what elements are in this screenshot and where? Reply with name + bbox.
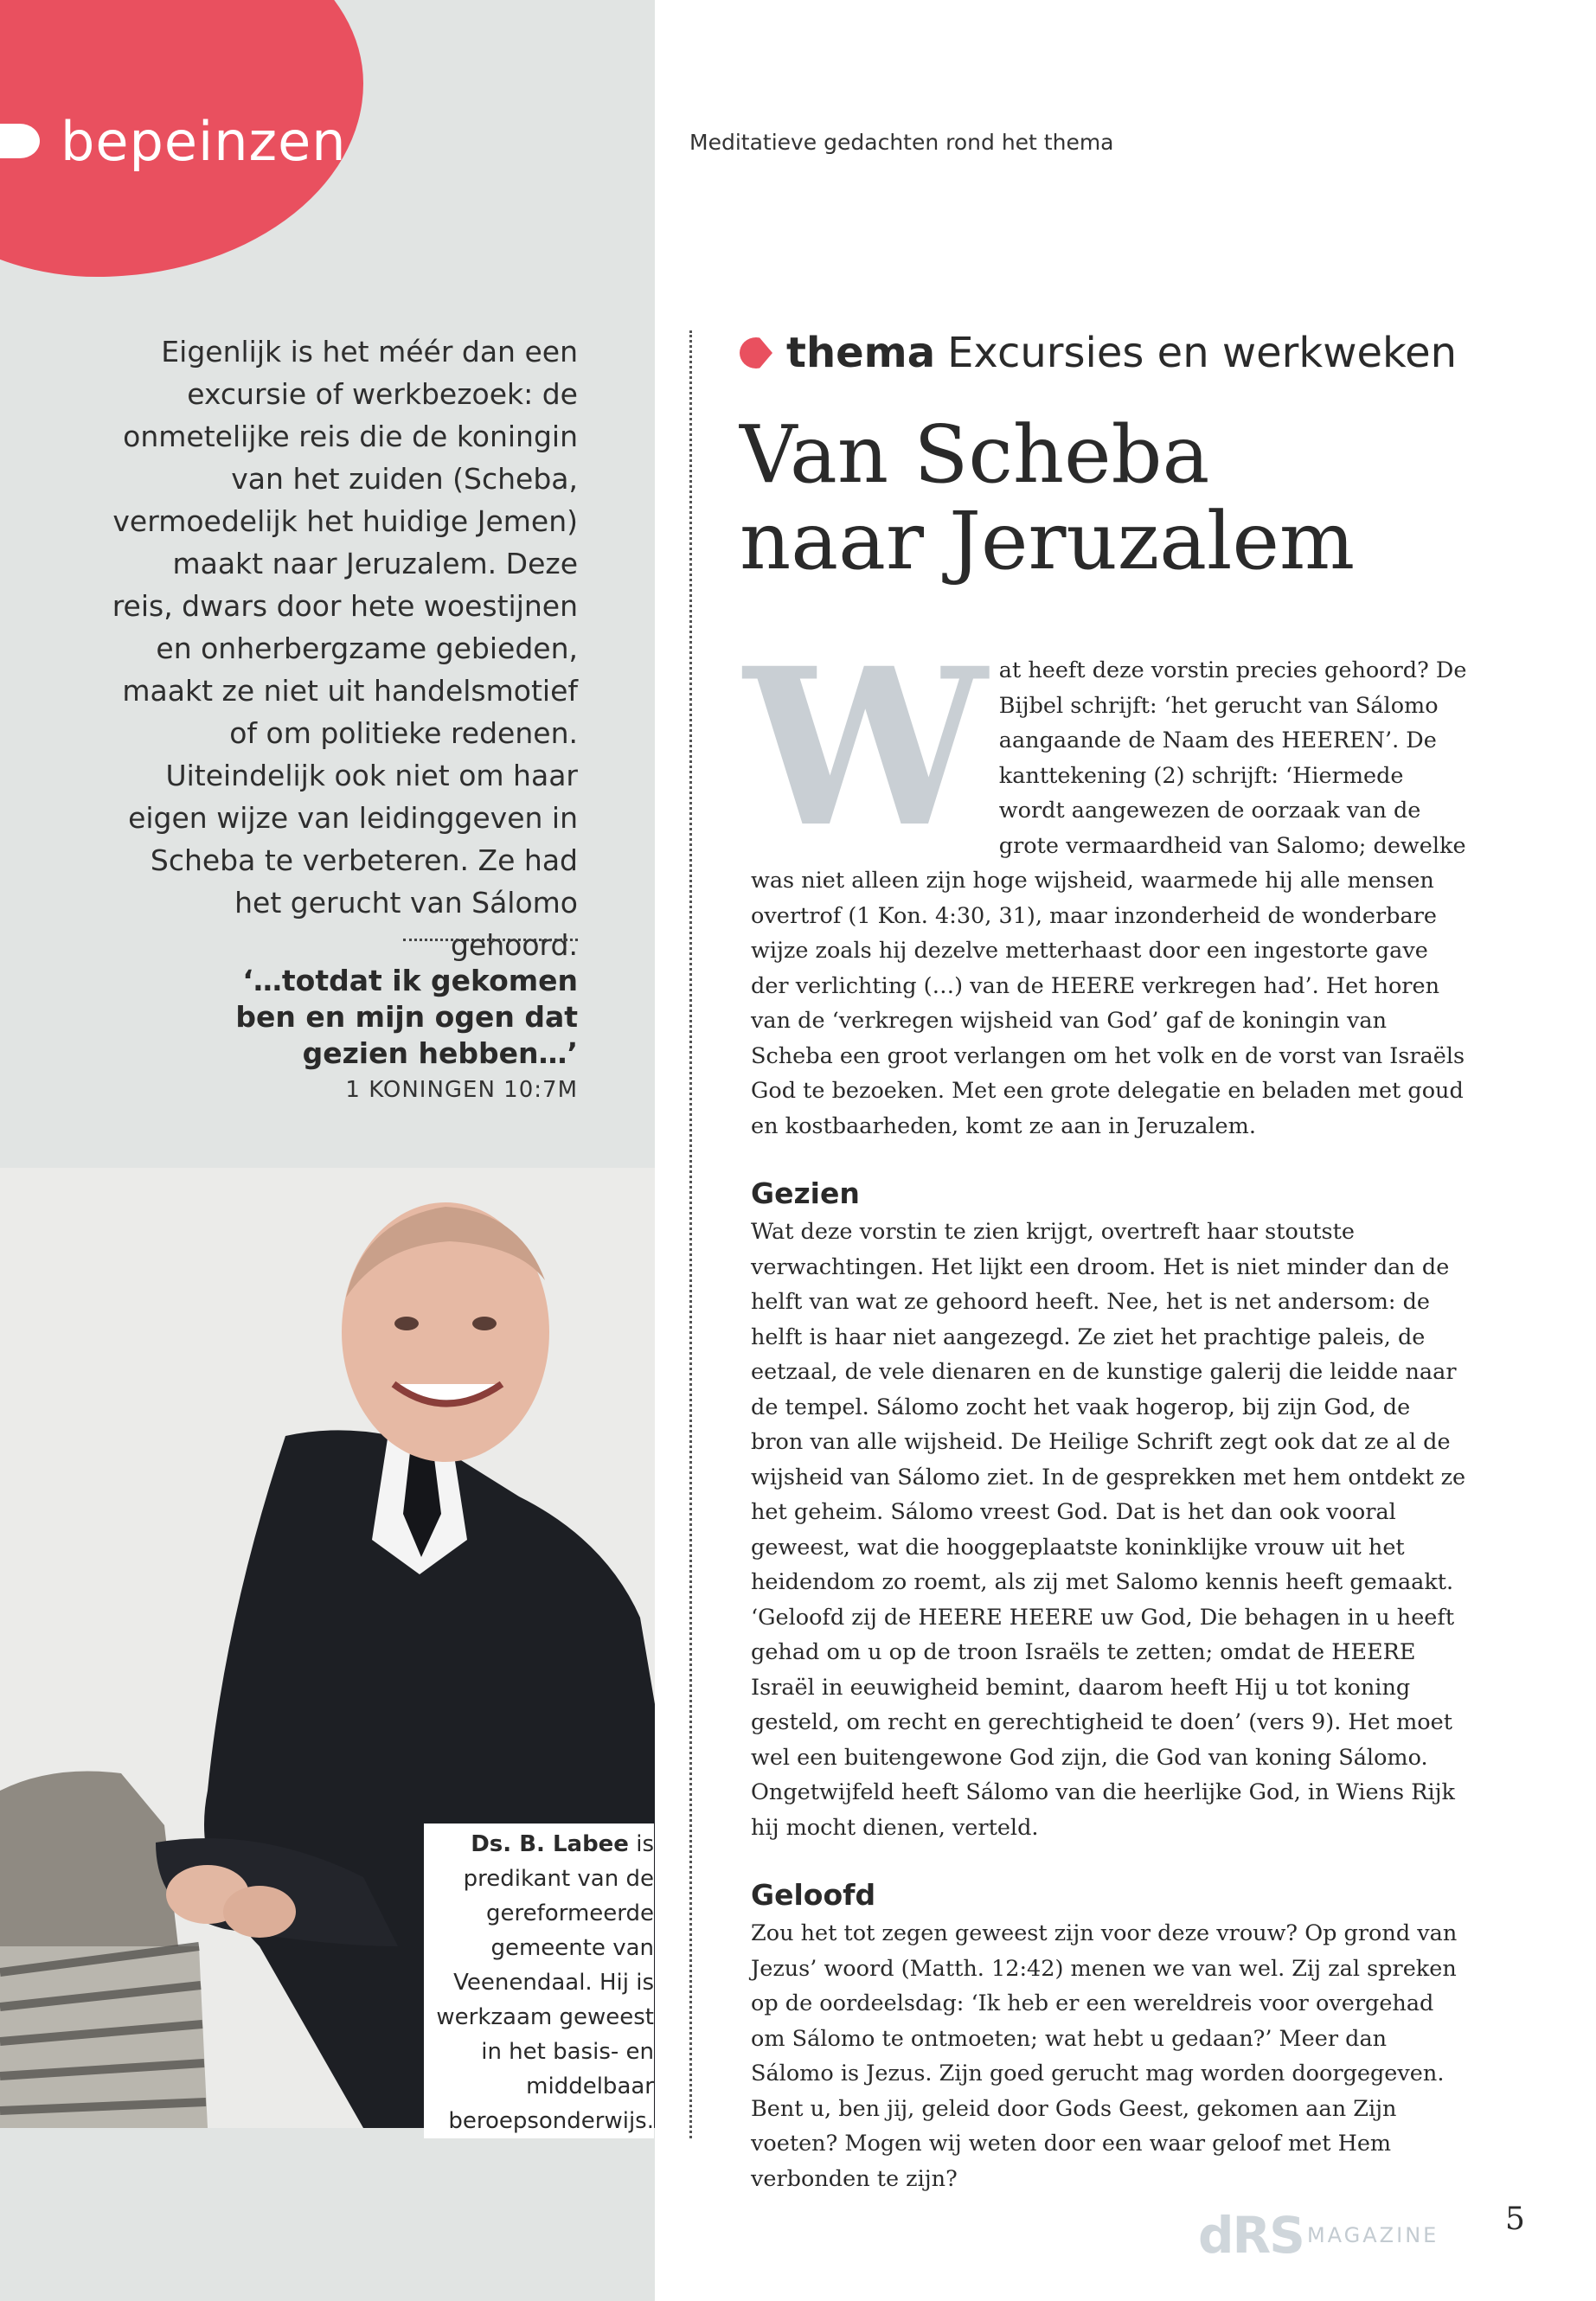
- theme-topic: Excursies en werkweken: [947, 329, 1458, 377]
- column-divider: [689, 330, 692, 2138]
- pull-quote: [208, 963, 578, 1103]
- article-body: [744, 620, 1469, 2196]
- logo-main: dRS: [1198, 2206, 1304, 2265]
- quote-reference: 1 KONINGEN 10:7M: [345, 1077, 578, 1103]
- section-tag: [0, 111, 347, 171]
- theme-label: thema: [786, 329, 936, 377]
- sidebar: [0, 0, 655, 2301]
- magazine-logo: [1198, 2206, 1439, 2265]
- author-bio: [424, 1823, 654, 2138]
- lead-paragraph: at heeft deze vorstin precies gehoord? De Bijbel schrijft: ‘het gerucht van Sálomo aangaande de Naam des HEEREN’. De kanttekening (2) schrijft: ‘Hiermede wordt aangewezen de oorzaak van de grote vermaardheid van Salomo; dewelke was niet alleen zijn hoge wijsheid, waarmede hij alle mensen overtrof (1 Kon. 4:30, 31), maar inzonderheid de wonderbare wijze zoals hij dezelve metterhaast door een ingestorte gave der verlichting (…) van de HEERE verkregen had’. Het horen van de ‘verkregen wijsheid van God’ gaf de koningin van Scheba een groot verlangen om het volk en de vorst van Israëls God te bezoeken. Met een grote delegatie en beladen met goud en kostbaarheden, komt ze aan in Jeruzalem.: [751, 657, 1467, 1139]
- paragraph-gezien: Wat deze vorstin te zien krijgt, overtreft haar stoutste verwachtingen. Het lijkt een droom. Het is niet minder dan de helft van wat ze gehoord heeft. Nee, het is net andersom: de helft is haar niet aangezegd. Ze ziet het prachtige paleis, de eetzaal, de vele dienaren en de kunstige galerij die leidde naar de tempel. Sálomo zocht het vaak hogerop, bij zijn God, de bron van alle wijsheid. De Heilige Schrift zegt ook dat ze al de wijsheid van Sálomo ziet. In de gesprekken met hem ontdekt ze het geheim. Sálomo vreest God. Dat is het dan ook vooral geweest, wat die hooggeplaatste koninklijke vrouw uit het heidendom zo roemt, als zij met Salomo kennis heeft gemaakt. ‘Geloofd zij de HEERE HEERE uw God, Die behagen in u heeft gehad om u op de troon Israëls te zetten; omdat de HEERE Israël in eeuwigheid bemint, daarom heeft Hij u tot koning gesteld, om recht en gerechtigheid te doen’ (vers 9). Het moet wel een buitengewone God zijn, die God van koning Sálomo. Ongetwijfeld heeft Sálomo van die heerlijke God, in Wiens Rijk hij mocht dienen, verteld.: [751, 1219, 1466, 1841]
- title-line-2: naar Jeruzalem: [740, 495, 1356, 587]
- article-title: [740, 408, 1518, 587]
- section-label: bepeinzen: [61, 109, 347, 173]
- author-name: Ds. B. Labee: [471, 1831, 629, 1857]
- quote-divider: [403, 939, 578, 941]
- subheading-geloofd: Geloofd: [751, 1878, 876, 1912]
- theme-arrow-icon: [740, 337, 772, 369]
- author-description: is predikant van de gereformeerde gemeente van Veenendaal. Hij is werkzaam geweest in het basis- en middelbaar beroepsonderwijs.: [436, 1831, 654, 2134]
- paragraph-geloofd: Zou het tot zegen geweest zijn voor deze vrouw? Op grond van Jezus’ woord (Matth. 12:42) menen we van wel. Zij zal spreken op de oordeelsdag: ‘Ik heb er een wereldreis voor overgehad om Sálomo te ontmoeten; wat hebt u gedaan?’ Meer dan Sálomo is Jezus. Zijn goed gerucht mag worden doorgegeven. Bent u, ben jij, geleid door Gods Geest, gekomen aan Zijn voeten? Mogen wij weten door een waar geloof met Hem verbonden te zijn?: [751, 1920, 1458, 2192]
- header-kicker: Meditatieve gedachten rond het thema: [689, 130, 1114, 155]
- theme-line: [740, 329, 1457, 377]
- drop-cap: W: [744, 620, 987, 875]
- title-line-1: Van Scheba: [740, 408, 1210, 501]
- quote-text: ‘…totdat ik gekomen ben en mijn ogen dat gezien hebben…’: [235, 964, 578, 1070]
- arrow-icon: [0, 124, 40, 158]
- subheading-gezien: Gezien: [751, 1176, 860, 1210]
- intro-text: Eigenlijk is het méér dan een excursie of werkbezoek: de onmetelijke reis die de koningin van het zuiden (Scheba, vermoedelijk het huidige Jemen) maakt naar Jeruzalem. Deze reis, dwars door hete woestijnen en onherbergzame gebieden, maakt ze niet uit handelsmotief of om politieke redenen. Uiteindelijk ook niet om haar eigen wijze van leidinggeven in Scheba te verbeteren. Ze had het gerucht van Sálomo gehoord.: [112, 335, 578, 962]
- logo-sub: MAGAZINE: [1306, 2223, 1439, 2247]
- page-number: 5: [1505, 2202, 1525, 2237]
